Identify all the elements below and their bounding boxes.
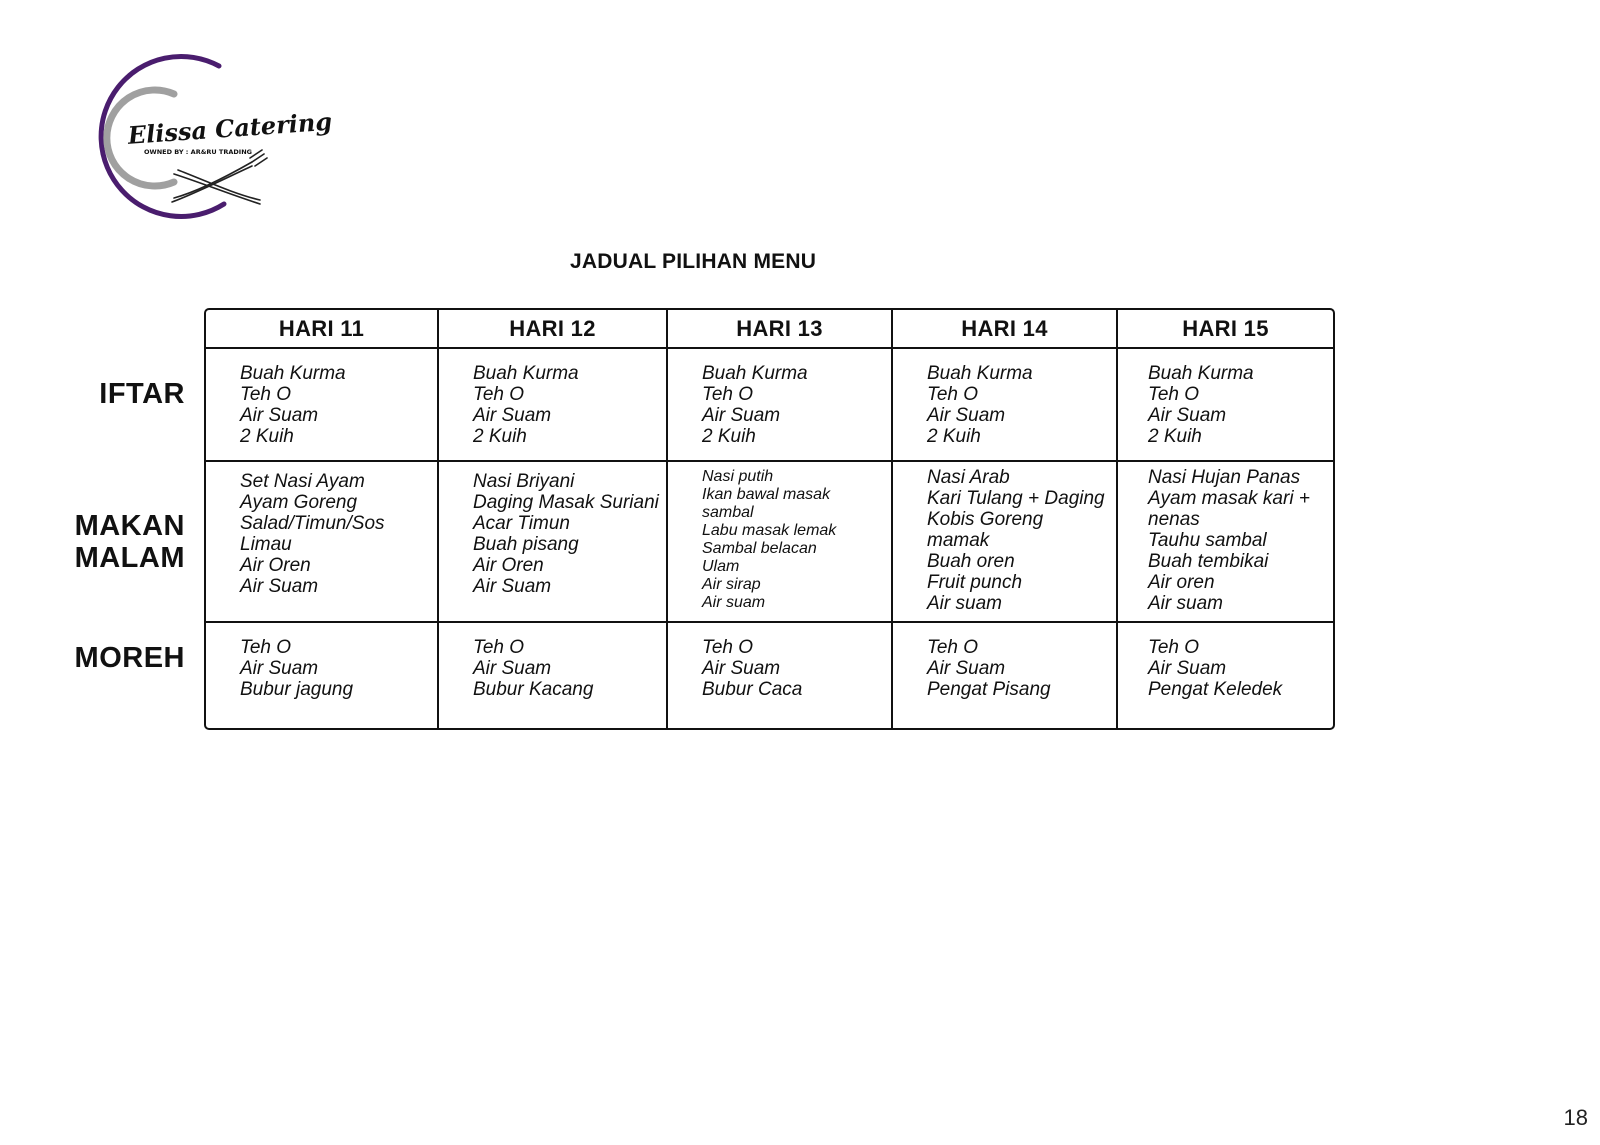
menu-item: Nasi Briyani [473,471,575,492]
menu-item: Buah Kurma [927,363,1033,384]
menu-item: Bubur Caca [702,679,803,700]
menu-item: Set Nasi Ayam [240,471,365,492]
menu-item: Air suam [927,593,1002,614]
menu-item: Teh O [1148,384,1200,405]
menu-item: Air sirap [702,576,761,593]
menu-item: Teh O [473,384,525,405]
menu-item: 2 Kuih [240,426,294,447]
svg-text:OWNED BY : AR&RU TRADING: OWNED BY : AR&RU TRADING [144,148,252,156]
menu-item: Teh O [702,384,754,405]
menu-item: Limau [240,534,292,555]
column-header-hari-12: HARI 12 [439,310,668,349]
makan-malam-cell-hari-14 [893,462,1118,623]
menu-item: Air Suam [473,576,552,597]
menu-item: Air Oren [473,555,544,576]
menu-item: Nasi putih [702,468,774,485]
menu-item: Buah Kurma [240,363,346,384]
menu-item: Teh O [702,637,754,658]
menu-item: Teh O [473,637,525,658]
menu-item: Sambal belacan [702,540,817,557]
menu-item: Air Suam [702,658,781,679]
column-header-hari-13: HARI 13 [668,310,893,349]
menu-item: Tauhu sambal [1148,530,1267,551]
iftar-cell-hari-15 [1118,349,1333,462]
menu-item: Air Suam [1148,405,1227,426]
menu-item: Teh O [240,384,292,405]
menu-item: Kobis Goreng [927,509,1044,530]
menu-item: Acar Timun [473,513,570,534]
menu-item: Air oren [1148,572,1215,593]
menu-item: Ikan bawal masak [702,486,831,503]
menu-item: 2 Kuih [473,426,527,447]
menu-item: Bubur jagung [240,679,354,700]
menu-item: Ulam [702,558,740,575]
row-label-iftar: IFTAR [99,378,185,410]
menu-item: 2 Kuih [927,426,981,447]
makan-malam-cell-hari-13 [668,462,893,623]
menu-item: Teh O [1148,637,1200,658]
menu-item: Air Oren [240,555,311,576]
menu-item: Buah Kurma [702,363,808,384]
menu-item: Air Suam [240,576,319,597]
moreh-cell-hari-14 [893,623,1118,728]
moreh-cell-hari-11 [206,623,439,728]
column-header-hari-15: HARI 15 [1118,310,1333,349]
iftar-cell-hari-12 [439,349,668,462]
menu-item: Nasi Arab [927,467,1010,488]
menu-item: Buah Kurma [473,363,579,384]
menu-item: Ayam Goreng [240,492,358,513]
makan-malam-cell-hari-15 [1118,462,1333,623]
iftar-cell-hari-11 [206,349,439,462]
svg-text:Elissa Catering: Elissa Catering [126,106,333,150]
page-number: 18 [1563,1105,1588,1130]
menu-item: nenas [1148,509,1200,530]
menu-item: Teh O [927,384,979,405]
menu-item: Air suam [702,594,766,611]
menu-item: Air Suam [927,405,1006,426]
menu-item: Nasi Hujan Panas [1148,467,1301,488]
menu-item: Ayam masak kari + [1148,488,1310,509]
row-label-moreh: MOREH [74,642,185,674]
menu-item: Teh O [240,637,292,658]
menu-table [204,308,1335,730]
menu-item: Air Suam [927,658,1006,679]
menu-item: mamak [927,530,990,551]
column-header-hari-11: HARI 11 [206,310,439,349]
makan-malam-cell-hari-11 [206,462,439,623]
menu-item: Buah tembikai [1148,551,1269,572]
menu-item: Buah Kurma [1148,363,1254,384]
menu-item: Kari Tulang + Daging [927,488,1105,509]
company-logo [74,54,333,224]
menu-item: Buah oren [927,551,1015,572]
menu-item: Daging Masak Suriani [473,492,659,513]
column-header-hari-14: HARI 14 [893,310,1118,349]
menu-item: Air suam [1148,593,1223,614]
menu-item: Labu masak lemak [702,522,837,539]
elissa-catering-logo-graphic [74,54,333,224]
menu-item: 2 Kuih [1148,426,1202,447]
makan-malam-cell-hari-12 [439,462,668,623]
menu-item: Air Suam [702,405,781,426]
menu-item: Pengat Pisang [927,679,1051,700]
moreh-cell-hari-12 [439,623,668,728]
row-label-line: MAKAN [74,510,185,542]
menu-item: Air Suam [1148,658,1227,679]
menu-item: Buah pisang [473,534,579,555]
menu-item: Salad/Timun/Sos [240,513,385,534]
row-label-line: MALAM [74,542,185,574]
moreh-cell-hari-15 [1118,623,1333,728]
menu-item: Air Suam [240,405,319,426]
menu-item: Air Suam [240,658,319,679]
menu-item: Air Suam [473,658,552,679]
menu-item: sambal [702,504,754,521]
iftar-cell-hari-14 [893,349,1118,462]
moreh-cell-hari-13 [668,623,893,728]
menu-item: Teh O [927,637,979,658]
iftar-cell-hari-13 [668,349,893,462]
menu-item: Pengat Keledek [1148,679,1283,700]
menu-item: 2 Kuih [702,426,756,447]
page-title: JADUAL PILIHAN MENU [570,250,817,273]
row-label-makan-malam [75,510,185,574]
menu-item: Air Suam [473,405,552,426]
menu-item: Bubur Kacang [473,679,594,700]
menu-item: Fruit punch [927,572,1023,593]
